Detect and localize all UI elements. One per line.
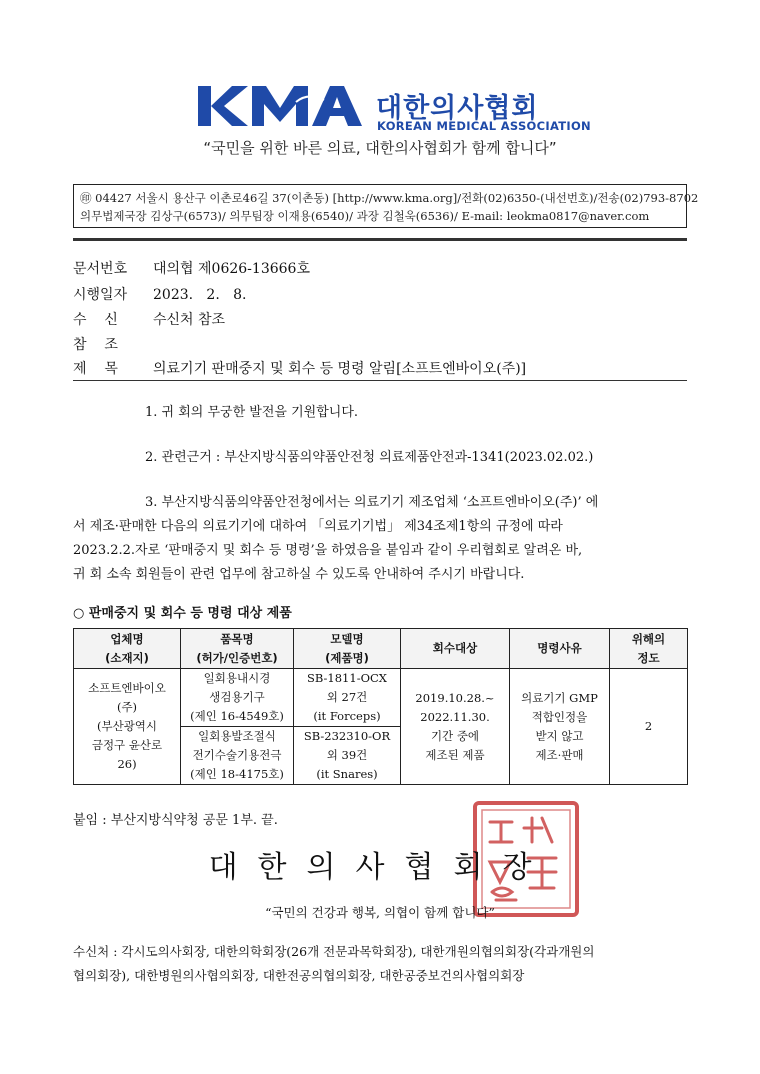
paragraph-2: 2. 관련근거 : 부산지방식품의약품안전청 의료제품안전과-1341(2023.02.02.): [145, 450, 594, 465]
date-label: 시행일자: [73, 287, 128, 303]
contact-line-2: 의무법제국장 김상구(6573)/ 의무팀장 이재용(6540)/ 과장 김철욱(6536)/ E-mail: leokma0817@naver.com: [80, 209, 650, 223]
cell-item-1: 일회용내시경 생검용기구 (제인 16-4549호): [181, 669, 294, 727]
paragraph-1: 1. 귀 회의 무궁한 발전을 기원합니다.: [145, 405, 359, 420]
cell-model-2: SB-232310-OR 외 39건 (it Snares): [294, 727, 401, 785]
org-name-en: KOREAN MEDICAL ASSOCIATION: [377, 119, 591, 133]
ref-label: 참 조: [73, 337, 118, 353]
table-row: [74, 669, 688, 727]
header-company: 업체명 (소재지): [74, 629, 181, 669]
contact-box: [73, 184, 699, 228]
doc-number-label: 문서번호: [73, 261, 128, 277]
slogan: “국민을 위한 바른 의료, 대한의사협회가 함께 합니다”: [203, 139, 557, 157]
header-grade: 위해의 정도: [610, 629, 688, 669]
motto: “국민의 건강과 행복, 의협이 함께 합니다”: [265, 905, 495, 920]
header-target: 회수대상: [401, 629, 510, 669]
meta-divider: [73, 380, 687, 381]
header-item: 품목명 (허가/인증번호): [181, 629, 294, 669]
to-label: 수 신: [73, 312, 118, 328]
kma-logo: [196, 82, 366, 130]
to-row: [73, 309, 225, 329]
date-value: 2023. 2. 8.: [153, 287, 247, 303]
table-header-row: [74, 629, 688, 669]
product-table: [73, 628, 688, 785]
cell-company: 소프트엔바이오 (주) (부산광역시 금정구 윤산로 26): [74, 669, 181, 785]
section-title: ○ 판매중지 및 회수 등 명령 대상 제품: [73, 606, 292, 621]
subject-value: 의료기기 판매중지 및 회수 등 명령 알림[소프트엔바이오(주)]: [153, 361, 527, 377]
cell-reason: 의료기기 GMP 적합인정을 받지 않고 제조·판매: [510, 669, 610, 785]
contact-line-1: ㊞ 04427 서울시 용산구 이촌로46길 37(이촌동) [http://www.kma.org]/전화(02)6350-(내선번호)/전송(02)793-8702: [80, 191, 699, 205]
signer-title: 대한의사협회장: [208, 850, 552, 885]
org-name-ko: 대한의사협회: [376, 93, 539, 124]
paragraph-3-line-4: 귀 회 소속 회원들이 관련 업무에 참고하실 수 있도록 안내하여 주시기 바랍니다.: [73, 567, 525, 582]
cell-target: 2019.10.28.~ 2022.11.30. 기간 중에 제조된 제품: [401, 669, 510, 785]
attachment-note: 붙임 : 부산지방식약청 공문 1부. 끝.: [73, 813, 278, 828]
paragraph-3-line-2: 서 제조·판매한 다음의 의료기기에 대하여 「의료기기법」 제34조제1항의 규정에 따라: [73, 519, 563, 534]
doc-number-row: [73, 258, 310, 278]
header-divider: [73, 238, 687, 241]
cell-model-1: SB-1811-OCX 외 27건 (it Forceps): [294, 669, 401, 727]
recipients-line-2: 협의회장), 대한병원의사협의회장, 대한전공의협의회장, 대한공중보건의사협의회장: [73, 968, 525, 983]
to-value: 수신처 참조: [153, 312, 226, 328]
ref-row: [73, 334, 153, 354]
cell-item-2: 일회용발조절식 전기수술기용전극 (제인 18-4175호): [181, 727, 294, 785]
date-row: [73, 284, 247, 304]
header-model: 모델명 (제품명): [294, 629, 401, 669]
paragraph-3-line-3: 2023.2.2.자로 ‘판매중지 및 회수 등 명령’을 하였음을 붙임과 같이 우리협회로 알려온 바,: [73, 543, 583, 558]
header-reason: 명령사유: [510, 629, 610, 669]
doc-number: 대의협 제0626-13666호: [153, 261, 310, 277]
subject-label: 제 목: [73, 361, 118, 377]
paragraph-3-line-1: 3. 부산지방식품의약품안전청에서는 의료기기 제조업체 ‘소프트엔바이오(주)’ 에: [145, 495, 599, 510]
cell-grade: 2: [610, 669, 688, 785]
recipients-line-1: 수신처 : 각시도의사회장, 대한의학회장(26개 전문과목학회장), 대한개원의협의회장(각과개원의: [73, 944, 595, 959]
subject-row: [73, 358, 526, 378]
